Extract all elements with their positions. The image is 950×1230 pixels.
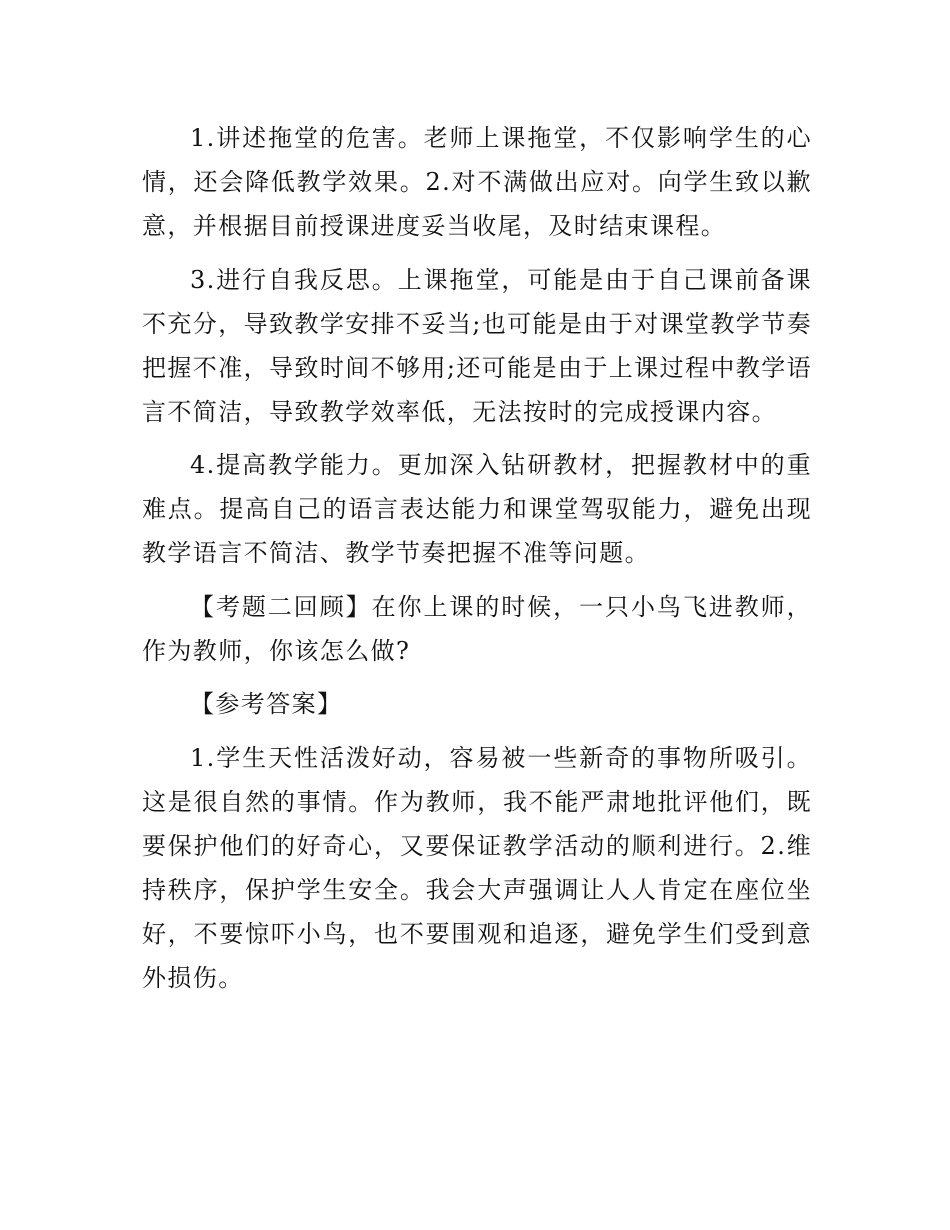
- paragraph-answer-body: 1.学生天性活泼好动，容易被一些新奇的事物所吸引。这是很自然的事情。作为教师，我不能严肃地批评他们，既要保护他们的好奇心，又要保证教学活动的顺利进行。2.维持秩序，保护学生安全。我会大声强调让人人肯定在座位坐好，不要惊吓小鸟，也不要围观和追逐，避免学生们受到意外损伤。: [142, 743, 812, 992]
- paragraph-improve-ability: 4.提高教学能力。更加深入钻研教材，把握教材中的重难点。提高自己的语言表达能力和课堂驾驭能力，避免出现教学语言不简洁、教学节奏把握不准等问题。: [142, 451, 812, 567]
- paragraph-answer-heading: 【参考答案】: [190, 690, 343, 718]
- paragraph-exam-question: 【考题二回顾】在你上课的时候，一只小鸟飞进教师，作为教师，你该怎么做?: [142, 592, 812, 665]
- paragraph-self-reflection: 3.进行自我反思。上课拖堂，可能是由于自己课前备课不充分，导致教学安排不妥当;也可能是由于对课堂教学节奏把握不准，导致时间不够用;还可能是由于上课过程中教学语言不简洁，导致教学效率低，无法按时的完成授课内容。: [142, 265, 812, 426]
- document-body: [142, 116, 812, 1009]
- paragraph-harm-of-overtime: 1.讲述拖堂的危害。老师上课拖堂，不仅影响学生的心情，还会降低教学效果。2.对不满做出应对。向学生致以歉意，并根据目前授课进度妥当收尾，及时结束课程。: [142, 124, 812, 240]
